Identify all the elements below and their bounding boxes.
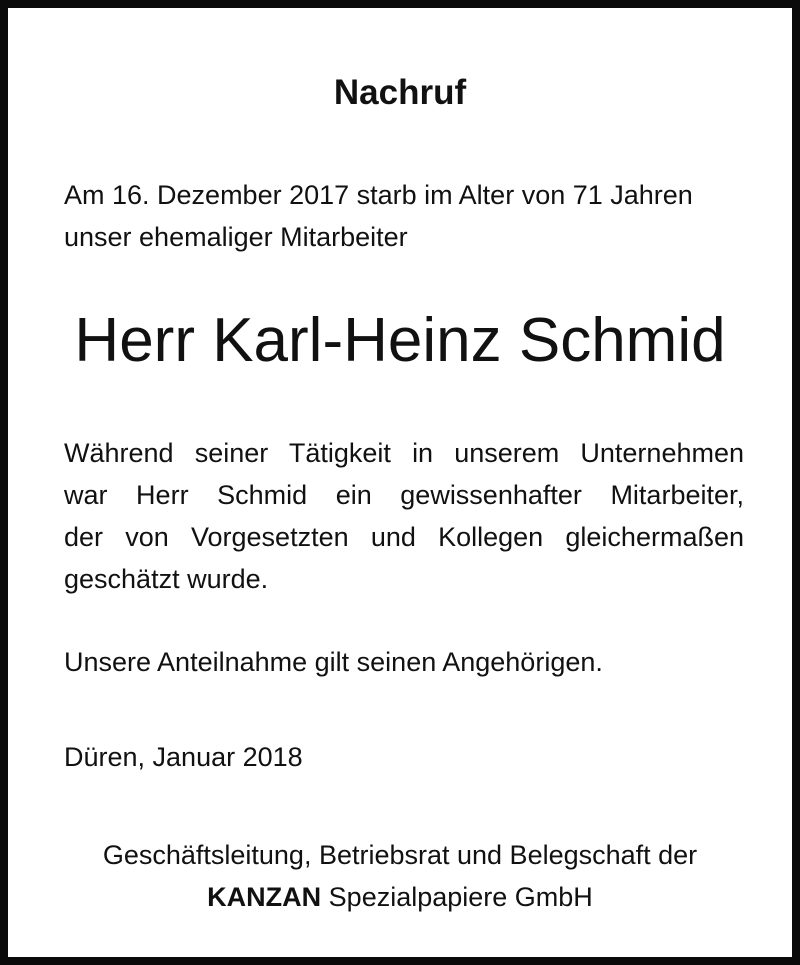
tribute-line: geschätzt wurde. xyxy=(64,564,269,594)
company-line xyxy=(8,876,792,918)
signature-block xyxy=(8,834,792,918)
tribute-line: Während seiner Tätigkeit in unserem Unternehmen xyxy=(64,438,744,468)
place-date: Düren, Januar 2018 xyxy=(64,742,303,772)
deceased-name: Herr Karl-Heinz Schmid xyxy=(74,306,726,375)
intro-text: Am 16. Dezember 2017 starb im Alter von 71 Jahren unser ehemaliger Mitarbeiter xyxy=(64,180,693,252)
company-name: KANZAN xyxy=(207,882,322,912)
notice-title: Nachruf xyxy=(333,73,467,112)
tribute-paragraph xyxy=(64,432,744,600)
condolence-text: Unsere Anteilnahme gilt seinen Angehörigen. xyxy=(64,647,603,677)
signature-line: Geschäftsleitung, Betriebsrat und Belegschaft der xyxy=(102,840,698,870)
tribute-line: war Herr Schmid ein gewissenhafter Mitarbeiter, xyxy=(64,480,744,510)
company-suffix: Spezialpapiere GmbH xyxy=(321,882,593,912)
tribute-line: der von Vorgesetzten und Kollegen gleichermaßen xyxy=(64,522,744,552)
